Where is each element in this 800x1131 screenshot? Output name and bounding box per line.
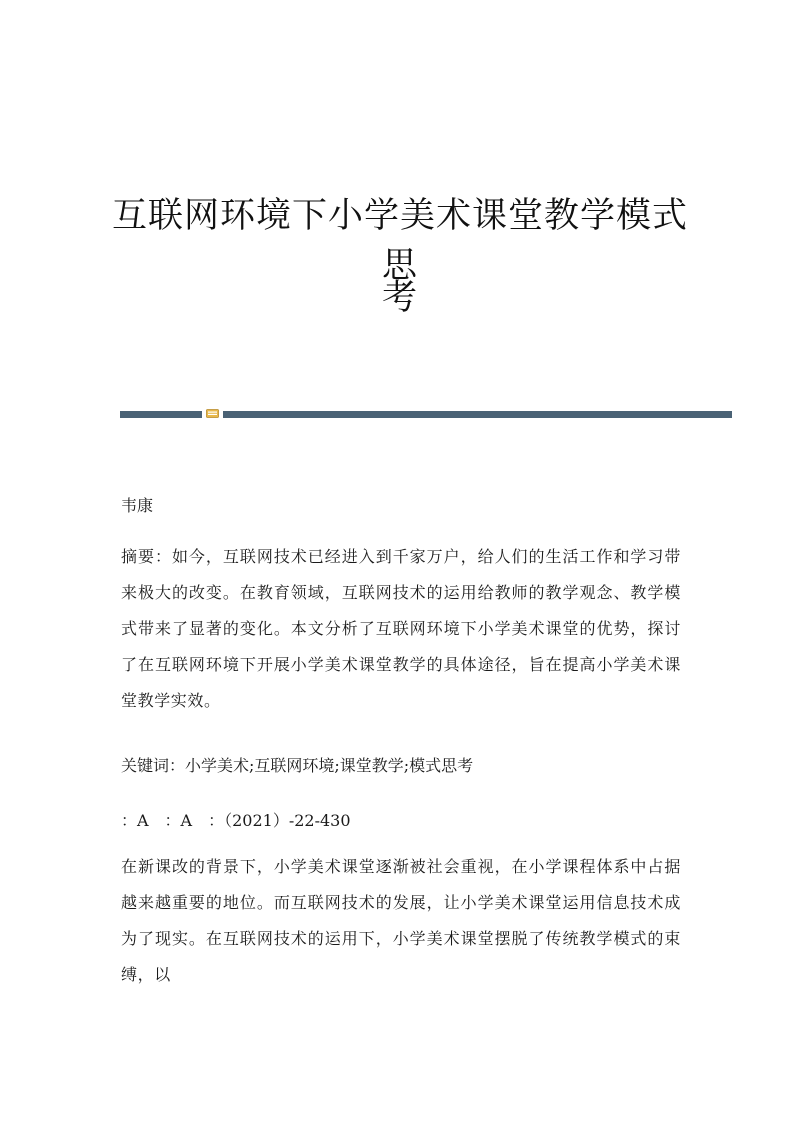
document-title-line-2: 考 (381, 278, 418, 318)
document-title-line-1: 互联网环境下小学美术课堂教学模式思 (111, 196, 688, 286)
title-divider (120, 408, 732, 418)
folder-icon (206, 408, 219, 418)
abstract-paragraph: 摘要：如今，互联网技术已经进入到千家万户，给人们的生活工作和学习带来极大的改变。在教育领域，互联网技术的运用给教师的教学观念、教学模式带来了显著的变化。本文分析了互联网环境下小学美术课堂的优势，探讨了在互联网环境下开展小学美术课堂教学的具体途径，旨在提高小学美术课堂教学实效。 (121, 547, 681, 710)
author-name: 韦康 (121, 496, 154, 515)
keywords-line: 关键词：小学美术;互联网环境;课堂教学;模式思考 (121, 756, 474, 775)
divider-bar-right (223, 411, 732, 418)
divider-bar-left (120, 411, 202, 418)
classification-line (121, 808, 351, 831)
body-paragraph: 在新课改的背景下，小学美术课堂逐渐被社会重视，在小学课程体系中占据越来越重要的地位。而互联网技术的发展，让小学美术课堂运用信息技术成为了现实。在互联网技术的运用下，小学美术课堂摆脱了传统教学模式的束缚，以 (121, 857, 681, 984)
classification-text: ：A ：A ：（2021）-22-430 (121, 811, 351, 830)
